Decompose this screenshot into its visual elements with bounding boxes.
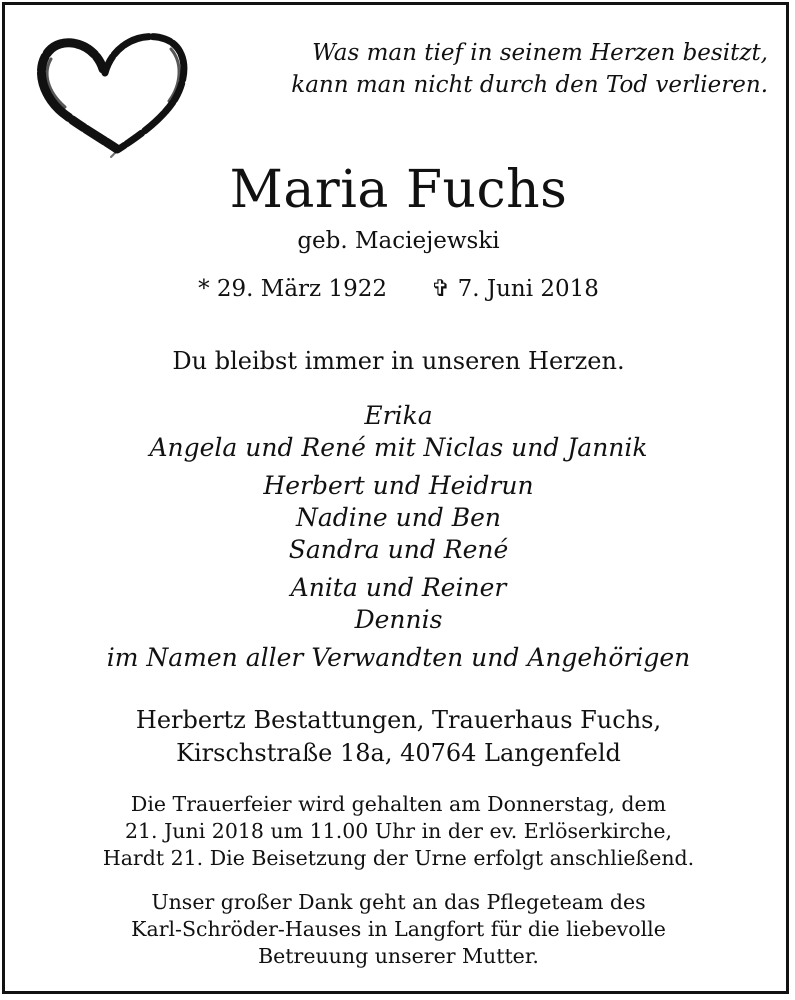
heart-icon (33, 29, 193, 159)
motto: Du bleibst immer in unseren Herzen. (172, 347, 625, 375)
family-line: Erika (364, 401, 433, 430)
ceremony-line-1: Die Trauerfeier wird gehalten am Donnerstag, dem (130, 792, 667, 816)
ceremony-line-3: Hardt 21. Die Beisetzung der Urne erfolgt anschließend. (102, 846, 695, 870)
quote-line-2: kann man nicht durch den Tod verlieren. (291, 72, 768, 98)
ceremony-line-2: 21. Juni 2018 um 11.00 Uhr in der ev. Erlöserkirche, (124, 819, 673, 843)
life-dates (5, 272, 792, 306)
undertaker-line-1: Herbertz Bestattungen, Trauerhaus Fuchs, (135, 706, 662, 734)
obituary-frame (2, 2, 789, 994)
birth-date: * 29. März 1922 (198, 276, 388, 302)
family-group (5, 400, 792, 464)
quote (208, 37, 768, 101)
death-date: ✞ 7. Juni 2018 (431, 276, 599, 302)
family-group (5, 642, 792, 674)
deceased-name: Maria Fuchs (229, 160, 568, 220)
quote-line-1: Was man tief in seinem Herzen besitzt, (312, 40, 768, 66)
thanks-note (5, 889, 792, 970)
family-line: Angela und René mit Niclas und Jannik (149, 433, 648, 462)
thanks-line-2: Karl-Schröder-Hauses in Langfort für die liebevolle (131, 917, 666, 941)
ceremony-info (5, 791, 792, 872)
family-line: Nadine und Ben (295, 503, 502, 532)
thanks-line-1: Unser großer Dank geht an das Pflegeteam des (151, 890, 646, 914)
thanks-line-3: Betreuung unserer Mutter. (258, 944, 539, 968)
family-line: Dennis (354, 605, 443, 634)
family-group (5, 470, 792, 566)
family-line: im Namen aller Verwandten und Angehörigen (106, 643, 691, 672)
family-group (5, 572, 792, 636)
undertaker-info (5, 704, 792, 770)
maiden-name: geb. Maciejewski (297, 228, 500, 254)
undertaker-line-2: Kirschstraße 18a, 40764 Langenfeld (176, 739, 621, 767)
family-list (5, 400, 792, 680)
family-line: Anita und Reiner (290, 573, 507, 602)
family-line: Herbert und Heidrun (263, 471, 534, 500)
family-line: Sandra und René (288, 535, 509, 564)
